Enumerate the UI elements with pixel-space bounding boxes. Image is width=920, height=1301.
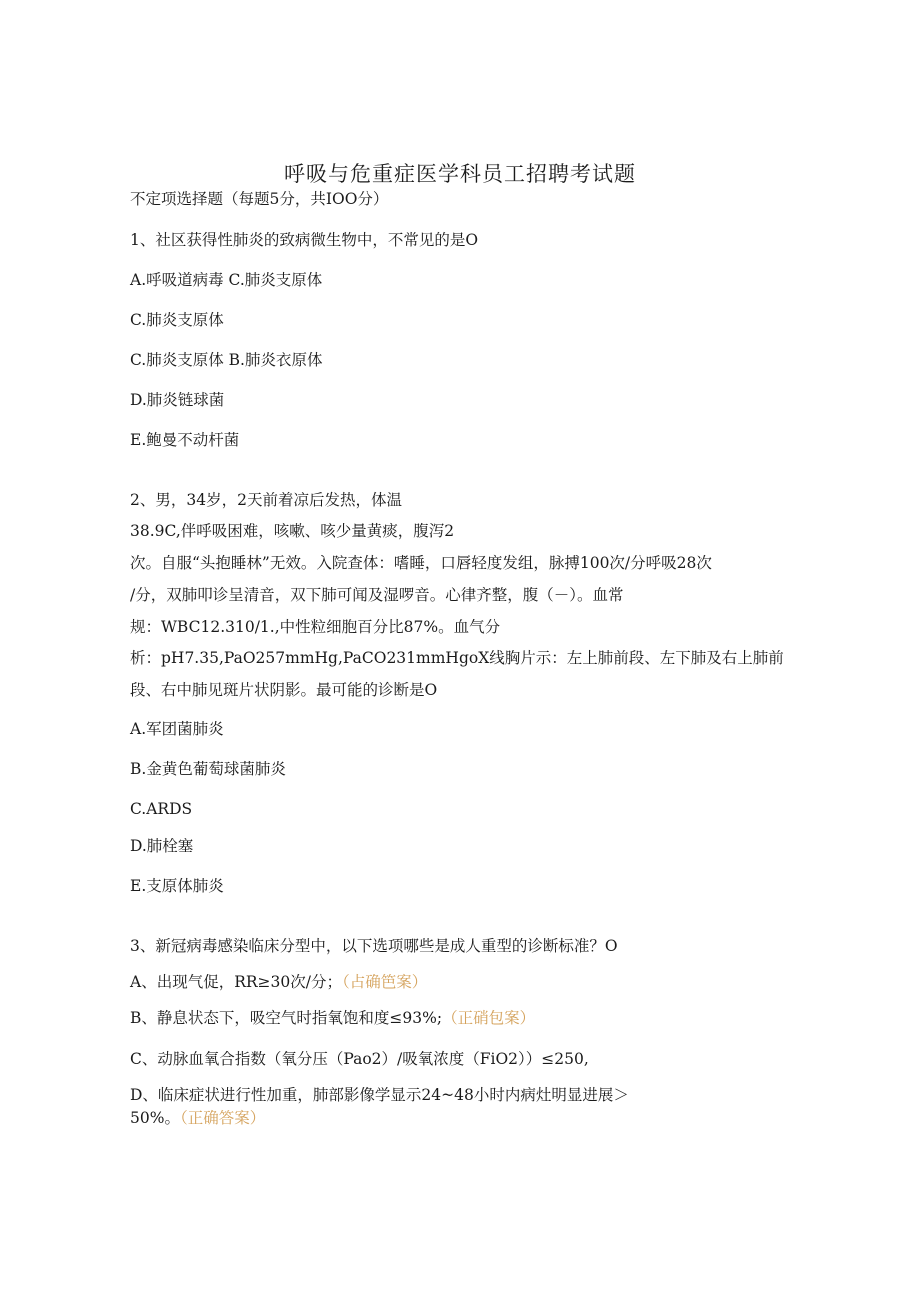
- q3-option-d-line1: D、临床症状进行性加重，肺部影像学显示24~48小时内病灶明显进展＞: [130, 1086, 629, 1104]
- q1-option: C.肺炎支原体 B.肺炎衣原体: [130, 351, 323, 369]
- q2-stem-line: 规：WBC12.310/1.,中性粒细胞百分比87%。血气分: [130, 618, 501, 636]
- correct-answer-tag: （占确笆案）: [341, 973, 428, 991]
- q1-option: E.鲍曼不动杆菌: [130, 431, 240, 449]
- q1-stem: 1、社区获得性肺炎的致病微生物中，不常见的是O: [130, 231, 479, 249]
- q3-option-b: [130, 1009, 535, 1028]
- document-title: 呼吸与危重症医学科员工招聘考试题: [284, 162, 636, 186]
- q3-option-b-text: B、静息状态下，吸空气时指氧饱和度≤93%;: [130, 1009, 443, 1027]
- q1-option: D.肺炎链球菌: [130, 391, 225, 409]
- q3-option-c: C、动脉血氧合指数（氧分压（Pao2）/吸氧浓度（FiO2））≤250,: [130, 1050, 589, 1068]
- q2-stem-line: 38.9C,伴呼吸困难，咳嗽、咳少量黄痰，腹泻2: [130, 522, 455, 540]
- correct-answer-tag: （正确答案）: [179, 1109, 266, 1127]
- q1-option: C.肺炎支原体: [130, 311, 224, 329]
- q1-option: A.呼吸道病毒 C.肺炎支原体: [130, 271, 323, 289]
- q2-stem-line: 次。自服“头抱睡林”无效。入院查体：嗜睡，口唇轻度发组，脉搏100次/分呼吸28次: [130, 554, 712, 572]
- q2-option: C.ARDS: [130, 800, 193, 818]
- section-heading: 不定项选择题（每题5分，共IOO分）: [130, 190, 389, 208]
- q2-option: E.支原体肺炎: [130, 877, 224, 895]
- q3-stem: 3、新冠病毒感染临床分型中，以下选项哪些是成人重型的诊断标准？O: [130, 937, 618, 955]
- q2-stem-line: 2、男，34岁，2天前着凉后发热，体温: [130, 491, 402, 509]
- q2-option: B.金黄色葡萄球菌肺炎: [130, 760, 286, 778]
- q2-option: A.军团菌肺炎: [130, 720, 224, 738]
- q2-stem-line: 析：pH7.35,PaO257mmHg,PaCO231mmHgoX线胸片示：左上肺前段、左下肺及右上肺前: [130, 649, 784, 667]
- q2-option: D.肺栓塞: [130, 837, 194, 855]
- q3-option-a-text: A、出现气促，RR≥30次/分；: [130, 973, 342, 991]
- q3-option-d-text: 50%。: [130, 1109, 180, 1127]
- q2-stem-line: 段、右中肺见斑片状阴影。最可能的诊断是O: [130, 681, 438, 699]
- q3-option-a: [130, 973, 427, 992]
- correct-answer-tag: （正硝包案）: [442, 1009, 536, 1027]
- q2-stem-line: /分，双肺叩诊呈清音，双下肺可闻及湿啰音。心律齐整，腹（－）。血常: [130, 586, 624, 604]
- q3-option-d-line2: [130, 1109, 265, 1128]
